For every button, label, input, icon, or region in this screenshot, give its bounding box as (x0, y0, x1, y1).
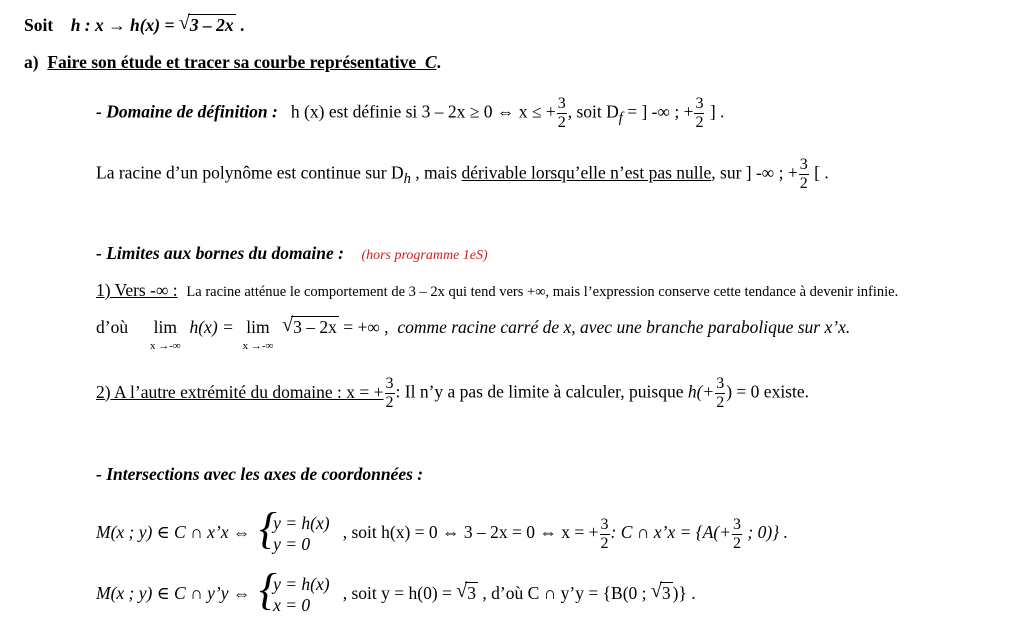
lim-operator-1 (150, 319, 181, 352)
subscript-f: f (618, 110, 623, 127)
lim-word: lim (246, 317, 270, 337)
limits-heading: - Limites aux bornes du domaine : (96, 243, 344, 263)
left-brace: { (259, 504, 277, 553)
row2-mid: , d’où C ∩ y’y = {B(0 ; (478, 583, 651, 604)
case2-label (96, 375, 396, 411)
limit-comment: comme racine carré de x, avec une branche parabolique sur x’x. (397, 317, 851, 337)
continuity-text-4: [ . (809, 162, 829, 183)
limit-case-2 (96, 376, 809, 411)
fraction-numerator: 3 (799, 156, 808, 173)
radical-sign: √ (650, 580, 662, 603)
fraction-numerator: 3 (716, 375, 725, 392)
radicand: 3 (467, 583, 477, 604)
system-row: y = h(x) (273, 513, 330, 533)
fraction-denominator: 2 (385, 394, 394, 411)
radicand: 3 (661, 583, 671, 604)
hx-equals: h(x) = (189, 317, 234, 337)
fraction-3-2-b (694, 96, 704, 131)
row2-end: )} . (672, 583, 696, 604)
radical-sign: √ (282, 314, 294, 336)
continuity-text-1: La racine d’un polynôme est continue sur D (96, 162, 404, 183)
case2-text: : Il n’y a pas de limite à calculer, puisque (395, 381, 688, 402)
left-brace: { (259, 565, 277, 614)
sqrt-3 (456, 580, 478, 604)
lim-word: lim (153, 317, 177, 337)
intersections-heading: - Intersections avec les axes de coordonnées : (96, 464, 424, 484)
fraction-numerator: 3 (557, 95, 566, 112)
dou-word: d’où (96, 317, 129, 337)
row1-text: , soit h(x) = 0 ⇔ 3 – 2x = 0 ⇔ x = + (342, 522, 599, 543)
domain-line (96, 96, 724, 131)
definition-line (24, 12, 245, 35)
fraction-numerator: 3 (600, 515, 609, 533)
fraction-3-2-g (732, 517, 742, 552)
limits-heading-line (96, 245, 488, 263)
part-a-dot: . (436, 52, 441, 72)
radical-sign: √ (178, 12, 190, 34)
system-brace-1 (259, 504, 330, 555)
domain-text-1: h (x) est définie si 3 – 2x ≥ 0 ⇔ x ≤ + (290, 101, 556, 122)
sqrt-expression (178, 12, 236, 35)
case1-label: 1) Vers -∞ : (96, 280, 178, 300)
continuity-text-2: , mais (410, 162, 462, 183)
fraction-3-2-c (799, 157, 809, 192)
row2-lhs: M(x ; y) ∈ C ∩ y’y ⇔ (96, 583, 251, 604)
equals-infinity: = +∞ , (343, 317, 389, 337)
subscript-h: h (403, 171, 411, 188)
limits-note: (hors programme 1eS) (361, 248, 488, 263)
intersection-y-axis (96, 565, 696, 616)
sqrt-expression (282, 314, 339, 337)
lim-subscript: x →-∞ (242, 339, 274, 352)
domain-text-2: , soit D (567, 101, 619, 122)
row2-text: , soit y = h(0) = (342, 583, 457, 604)
h-close: ) = 0 existe. (726, 381, 810, 402)
fraction-numerator: 3 (385, 375, 394, 392)
fraction-numerator: 3 (733, 515, 742, 533)
domain-text-4: ] . (705, 101, 725, 122)
fraction-3-2-e (715, 376, 725, 411)
lim-subscript: x →-∞ (149, 339, 181, 352)
h-open: h(+ (687, 381, 715, 402)
intersection-x-axis (96, 504, 788, 555)
limit-expression-line (96, 314, 851, 352)
part-a-heading (24, 54, 441, 72)
fraction-denominator: 2 (695, 114, 704, 131)
fraction-denominator: 2 (733, 534, 742, 552)
soit-word: Soit (24, 15, 54, 35)
part-a-title-text: Faire son étude et tracer sa courbe représentative (47, 52, 417, 72)
fraction-denominator: 2 (600, 534, 609, 552)
fraction-3-2 (557, 96, 567, 131)
fraction-3-2-d (385, 376, 395, 411)
sqrt-3-b (650, 580, 673, 604)
row1-lhs: M(x ; y) ∈ C ∩ x’x ⇔ (96, 522, 251, 543)
case2-label-text: 2) A l’autre extrémité du domaine : x = + (96, 381, 384, 402)
system-row: y = 0 (273, 534, 311, 554)
continuity-text-3: , sur ] -∞ ; + (711, 162, 798, 183)
fraction-denominator: 2 (799, 175, 808, 192)
system-row: x = 0 (273, 595, 311, 615)
lim-operator-2 (243, 319, 274, 352)
domain-heading: - Domaine de définition : (96, 101, 278, 122)
fraction-numerator: 3 (695, 95, 704, 112)
fraction-3-2-f (600, 517, 610, 552)
part-a-label: a) (24, 52, 39, 72)
part-a-title (47, 52, 436, 72)
radicand: 3 – 2x (293, 317, 337, 337)
system-brace-2 (259, 565, 330, 616)
case1-text: La racine atténue le comportement de 3 – 2x qui tend vers +∞, mais l’expression conserve cette tendance à devenir infinie. (186, 284, 899, 300)
fraction-denominator: 2 (716, 394, 725, 411)
radical-sign: √ (456, 580, 468, 603)
radicand: 3 – 2x (189, 15, 234, 35)
system-row: y = h(x) (273, 574, 330, 594)
curve-name: C (424, 52, 437, 72)
period: . (239, 15, 245, 35)
function-definition: h : x → h(x) = (70, 15, 179, 35)
row1-mid: : C ∩ x’x = {A(+ (610, 522, 732, 543)
continuity-line (96, 157, 829, 192)
domain-text-3: = ] -∞ ; + (622, 101, 694, 122)
continuity-underlined: dérivable lorsqu’elle n’est pas nulle (461, 162, 712, 183)
row1-end: ; 0)} . (743, 522, 788, 543)
limit-case-1 (96, 282, 898, 300)
fraction-denominator: 2 (557, 114, 566, 131)
